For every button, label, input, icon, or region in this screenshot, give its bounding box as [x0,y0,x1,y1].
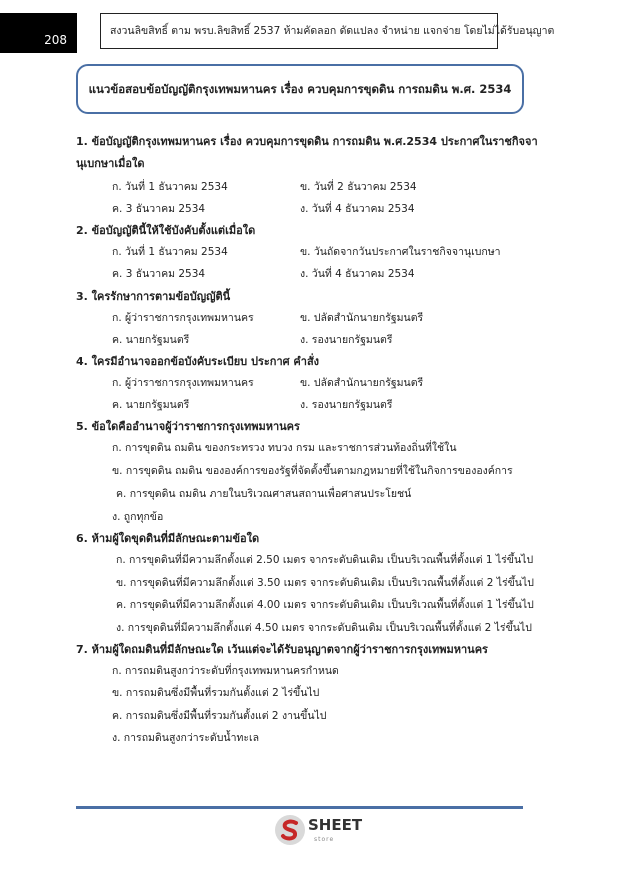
question-1-option-d: ง. วันที่ 4 ธันวาคม 2534 [300,203,415,215]
page-number-box [0,13,77,53]
question-2-option-d: ง. วันที่ 4 ธันวาคม 2534 [300,268,415,280]
sheet-store-logo [274,814,369,848]
question-6-text: 6. ห้ามผู้ใดขุดดินที่มีลักษณะตามข้อใด [76,532,260,545]
question-4-text: 4. ใครมีอำนาจออกข้อบังคับระเบียบ ประกาศ คำสั่ง [76,355,320,368]
question-4-option-d: ง. รองนายกรัฐมนตรี [300,399,393,411]
question-1-option-c: ค. 3 ธันวาคม 2534 [112,203,206,215]
logo-name: SHEET [308,816,363,834]
question-7-option-a: ก. การถมดินสูงกว่าระดับที่กรุงเทพมหานครกำหนด [112,665,339,677]
question-6-option-b: ข. การขุดดินที่มีความลึกตั้งแต่ 3.50 เมตร จากระดับดินเดิม เป็นบริเวณพื้นที่ตั้งแต่ 2 ไร่ขึ้นไป [116,577,534,589]
question-7-option-d: ง. การถมดินสูงกว่าระดับน้ำทะเล [112,732,260,744]
question-5-option-a: ก. การขุดดิน ถมดิน ของกระทรวง ทบวง กรม และราชการส่วนท้องถิ่นที่ใช้ใน [112,442,457,454]
question-6-option-d: ง. การขุดดินที่มีความลึกตั้งแต่ 4.50 เมตร จากระดับดินเดิม เป็นบริเวณพื้นที่ตั้งแต่ 2 ไร่ขึ้นไป [116,622,532,634]
question-7-text: 7. ห้ามผู้ใดถมดินที่มีลักษณะใด เว้นแต่จะได้รับอนุญาตจากผู้ว่าราชการกรุงเทพมหานคร [76,643,488,656]
footer-rule [76,806,523,809]
question-2-text: 2. ข้อบัญญัตินี้ให้ใช้บังคับตั้งแต่เมื่อใด [76,224,256,237]
question-7-option-b: ข. การถมดินซึ่งมีพื้นที่รวมกันตั้งแต่ 2 ไร่ขึ้นไป [112,687,320,699]
question-3-option-c: ค. นายกรัฐมนตรี [112,334,190,346]
question-6-option-c: ค. การขุดดินที่มีความลึกตั้งแต่ 4.00 เมตร จากระดับดินเดิม เป็นบริเวณพื้นที่ตั้งแต่ 1 ไร่ขึ้นไป [116,599,534,611]
question-3-option-a: ก. ผู้ว่าราชการกรุงเทพมหานคร [112,312,254,324]
question-4-option-b: ข. ปลัดสำนักนายกรัฐมนตรี [300,377,424,389]
question-1-option-b: ข. วันที่ 2 ธันวาคม 2534 [300,181,417,193]
question-5-text: 5. ข้อใดคืออำนาจผู้ว่าราชการกรุงเทพมหานคร [76,420,300,433]
question-3-text: 3. ใครรักษาการตามข้อบัญญัตินี้ [76,290,231,303]
question-1-option-a: ก. วันที่ 1 ธันวาคม 2534 [112,181,228,193]
page-number: 208 [44,33,67,47]
s-logo-icon [274,814,306,846]
question-2-option-b: ข. วันถัดจากวันประกาศในราชกิจจานุเบกษา [300,246,501,258]
logo-sub: store [314,836,335,843]
copyright-header: สงวนลิขสิทธิ์ ตาม พรบ.ลิขสิทธิ์ 2537 ห้ามคัดลอก ดัดแปลง จำหน่าย แจกจ่าย โดยไม่ได้รับอนุญาต [100,13,498,49]
question-2-option-c: ค. 3 ธันวาคม 2534 [112,268,206,280]
question-6-option-a: ก. การขุดดินที่มีความลึกตั้งแต่ 2.50 เมตร จากระดับดินเดิม เป็นบริเวณพื้นที่ตั้งแต่ 1 ไร่ขึ้นไป [116,554,534,566]
question-1-text: 1. ข้อบัญญัติกรุงเทพมหานคร เรื่อง ควบคุมการขุดดิน การถมดิน พ.ศ.2534 ประกาศในราชกิจจา [76,135,538,148]
question-3-option-b: ข. ปลัดสำนักนายกรัฐมนตรี [300,312,424,324]
question-4-option-c: ค. นายกรัฐมนตรี [112,399,190,411]
question-4-option-a: ก. ผู้ว่าราชการกรุงเทพมหานคร [112,377,254,389]
question-5-option-d: ง. ถูกทุกข้อ [112,511,164,523]
question-2-option-a: ก. วันที่ 1 ธันวาคม 2534 [112,246,228,258]
question-5-option-b: ข. การขุดดิน ถมดิน ขององค์การของรัฐที่จัดตั้งขึ้นตามกฎหมายที่ใช้ในกิจการขององค์การ [112,465,513,477]
question-3-option-d: ง. รองนายกรัฐมนตรี [300,334,393,346]
question-7-option-c: ค. การถมดินซึ่งมีพื้นที่รวมกันตั้งแต่ 2 งานขึ้นไป [112,710,327,722]
question-5-option-c: ค. การขุดดิน ถมดิน ภายในบริเวณศาสนสถานเพื่อศาสนประโยชน์ [116,488,412,500]
page-title: แนวข้อสอบข้อบัญญัติกรุงเทพมหานคร เรื่อง ควบคุมการขุดดิน การถมดิน พ.ศ. 2534 [76,64,524,114]
question-1-text-cont: นุเบกษาเมื่อใด [76,157,145,170]
